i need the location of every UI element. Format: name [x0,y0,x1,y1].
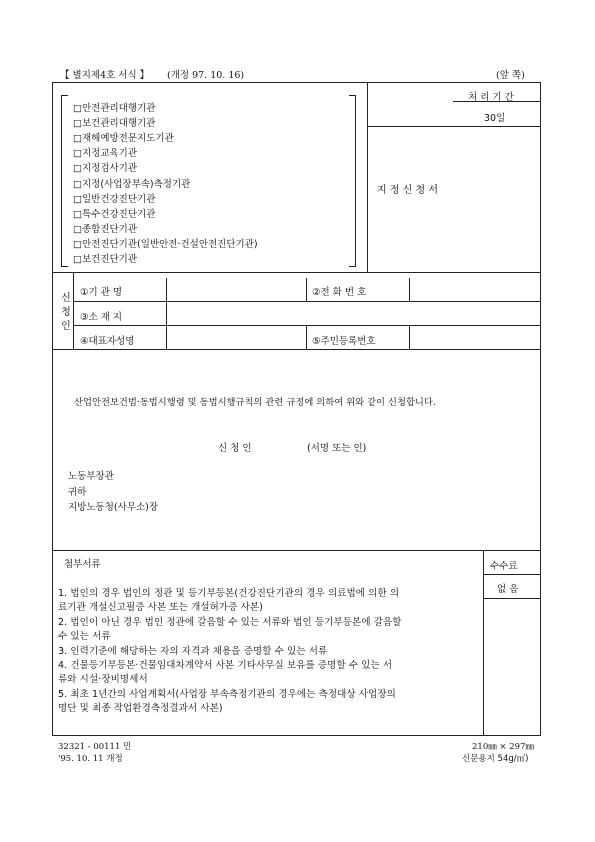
signature-label: 신 청 인 [218,443,252,454]
paper-size: 210㎜ × 297㎜ [472,742,534,752]
agency-checkbox-education[interactable]: □지정교육기관 [73,148,138,159]
right-bracket [349,95,356,267]
applicant-row2-rule [73,325,541,326]
attachment-line: 5. 최초 1년간의 사업계획서(사업장 부속측정기관의 경우에는 측정대상 사업장의 [58,689,396,700]
agency-checkbox-special-health[interactable]: □특수건강진단기관 [73,209,156,220]
id-value-divider [409,325,410,349]
attachment-line: 3. 인력기준에 해당하는 자의 자격과 채용을 증명할 수 있는 서류 [58,646,328,657]
rep-id-divider [306,325,307,349]
attachment-line: 1. 법인의 경우 법인의 정관 및 등기부등본(건강진단기관의 경우 의료법에 의한 의 [58,588,400,599]
resident-id-label: ⑤주민등록번호 [312,336,376,347]
attachment-line: 류와 시설·장비명세서 [58,674,148,685]
attachment-line: 2. 법인이 아닌 경우 법인 정관에 갈음할 수 있는 서류와 법인 등기부등본에 갈음할 [58,617,402,628]
addressee-honorific: 귀하 [68,487,87,498]
title-column-divider [367,82,368,272]
form-revision-date: '95. 10. 11 개정 [58,754,123,764]
representative-label: ④대표자성명 [80,336,135,347]
left-bracket [61,95,68,267]
attachment-line: 명단 및 최종 작업환경측정결과서 사본) [58,703,223,714]
addressee-minister: 노동부장관 [68,471,114,482]
signature-note[interactable]: (서명 또는 인) [307,443,367,454]
org-name-label: ①기 관 명 [80,287,123,298]
attachment-line: 수 있는 서류 [58,631,111,642]
attachment-line: 4. 건물등기부등본·건물임대차계약서 사본 기타사무실 보유를 증명할 수 있는 서 [58,660,393,671]
agency-checkbox-measurement[interactable]: □지정(사업장부속)측정기관 [73,179,191,190]
fee-label: 수수료 [490,561,518,572]
agency-checkbox-inspection[interactable]: □지정검사기관 [73,163,138,174]
processing-period-header: 처 리 기 간 [468,92,514,103]
org-name-field[interactable] [168,279,305,300]
agency-checkbox-health-diagnosis[interactable]: □보건진단기관 [73,254,138,265]
applicant-label-divider [73,272,74,349]
agency-checkbox-disaster-prevention[interactable]: □재해예방전문지도기관 [73,133,174,144]
applicant-section-label: 신청인 [61,293,71,332]
agency-checkbox-health-management[interactable]: □보건관리대행기관 [73,118,156,129]
attachments-top-rule [52,550,541,551]
declaration-text: 산업안전보건법·동법시행령 및 동법시행규칙의 관련 규정에 의하여 위와 같이 신청합니다. [74,397,436,408]
form-code: 32321 - 00111 민 [58,742,132,752]
processing-period-value: 30일 [484,113,506,124]
address-field[interactable] [168,303,539,324]
phone-label: ②전 화 번 호 [312,287,367,298]
applicant-row1-rule [73,301,541,302]
agency-checkbox-safety-management[interactable]: □안전관리대행기관 [73,103,156,114]
paper-type: 신문용지 54g/㎡) [462,754,529,764]
agency-checkbox-safety-diagnosis[interactable]: □안전진단기관(일반안전·건설안전진단기관) [73,239,258,250]
applicant-label-value-divider [166,278,167,349]
fee-value-rule [483,598,541,599]
agency-checkbox-general-health[interactable]: □일반건강진단기관 [73,194,156,205]
address-label: ③소 재 지 [80,312,123,323]
agency-checkbox-comprehensive[interactable]: □종합진단기관 [73,224,138,235]
attachment-line: 료기관 개설신고필증 사본 또는 개설허가증 사본) [58,602,263,613]
applicant-top-rule [52,272,541,273]
form-title: 지 정 신 청 서 [377,185,439,196]
form-revision: (개정 97. 10. 16) [167,70,245,81]
addressee-regional-office: 지방노동청(사무소)장 [68,502,159,513]
name-phone-divider [306,278,307,302]
representative-field[interactable] [168,327,305,348]
page-side-label: (앞 쪽) [496,70,525,81]
attachments-title: 첨부서류 [64,559,101,570]
applicant-bottom-rule [52,349,541,350]
form-label: 【 별지제4호 서식 】 [60,70,150,81]
resident-id-field[interactable] [411,327,539,348]
fee-column-divider [483,550,484,736]
fee-header-rule [483,574,541,575]
fee-value: 없 음 [497,584,519,595]
phone-field[interactable] [411,279,539,300]
phone-value-divider [409,278,410,302]
processing-bottom-rule [367,126,540,127]
